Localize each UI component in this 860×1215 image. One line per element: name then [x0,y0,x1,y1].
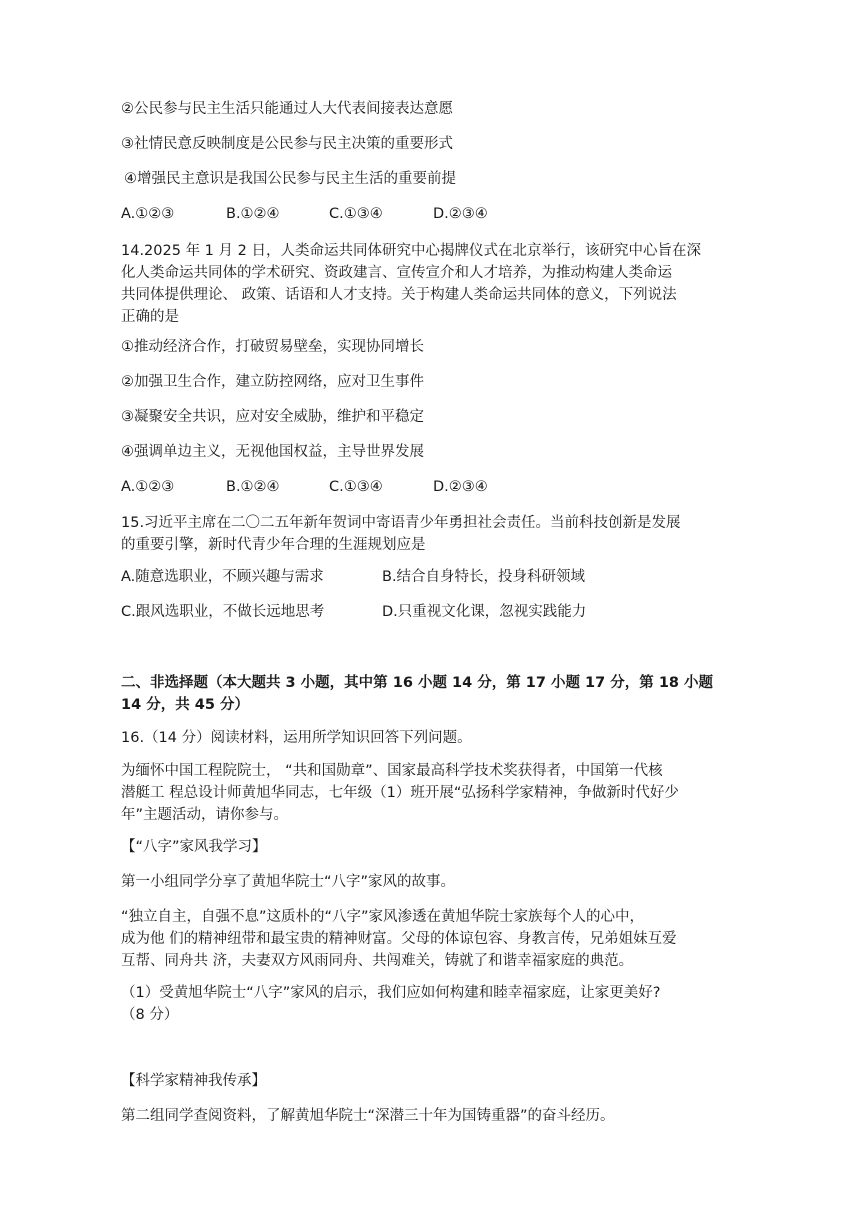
section-2-heading-line-1: 二、非选择题（本大题共 3 小题，其中第 16 小题 14 分，第 17 小题 17 分，第 18 小题 [121,675,714,691]
q15-option-c: C.跟风选职业，不做长远地思考 [121,604,325,620]
q16-subsection-1-line-3: 互帮、同舟共 济，夫妻双方风雨同舟、共闯难关，铸就了和谐幸福家庭的典范。 [121,953,634,969]
q13-statement-4: ④增强民主意识是我国公民参与民主生活的重要前提 [124,171,456,187]
q14-option-d: D.②③④ [433,479,488,495]
q16-subsection-2-title: 【科学家精神我传承】 [121,1073,266,1089]
q14-option-c: C.①③④ [329,479,383,495]
q15-option-b: B.结合自身特长，投身科研领域 [382,569,586,585]
q16-subsection-1-title: 【“八字”家风我学习】 [121,839,267,855]
q16-subsection-1-line-1: “独立自主，自强不息”这质朴的“八字”家风渗透在黄旭华院士家族每个人的心中， [121,909,645,925]
q16-subsection-1-line-2: 成为他 们的精神纽带和最宝贵的精神财富。父母的体谅包容、身教言传，兄弟姐妹互爱 [121,931,677,947]
q16-subsection-1-intro: 第一小组同学分享了黄旭华院士“八字”家风的故事。 [121,874,456,890]
q14-statement-2: ②加强卫生合作，建立防控网络，应对卫生事件 [121,374,424,390]
q16-question-1-line-2: （8 分） [121,1007,179,1023]
q15-stem-line-1: 15.习近平主席在二〇二五年新年贺词中寄语青少年勇担社会责任。当前科技创新是发展 [121,515,681,531]
q13-statement-3: ③社情民意反映制度是公民参与民主决策的重要形式 [121,136,453,152]
q14-stem-line-2: 化人类命运共同体的学术研究、资政建言、宣传宣介和人才培养，为推动构建人类命运 [121,265,672,281]
q13-option-d: D.②③④ [433,206,488,222]
q13-option-a: A.①②③ [121,206,175,222]
q14-statement-3: ③凝聚安全共识，应对安全威胁，维护和平稳定 [121,409,424,425]
q14-option-b: B.①②④ [226,479,280,495]
q13-option-b: B.①②④ [226,206,280,222]
q16-question-1-line-1: （1）受黄旭华院士“八字”家风的启示，我们应如何构建和睦幸福家庭，让家更美好? [121,985,661,1001]
q14-statement-4: ④强调单边主义，无视他国权益，主导世界发展 [121,444,424,460]
q15-option-d: D.只重视文化课，忽视实践能力 [382,604,587,620]
q15-option-a: A.随意选职业，不顾兴趣与需求 [121,569,324,585]
q14-stem-line-4: 正确的是 [121,309,179,325]
q15-stem-line-2: 的重要引擎，新时代青少年合理的生涯规划应是 [121,537,426,553]
section-2-heading-line-2: 14 分，共 45 分） [121,697,250,713]
q16-material-line-1: 为缅怀中国工程院院士， “共和国勋章”、国家最高科学技术奖获得者，中国第一代核 [121,763,663,779]
q16-intro: 16.（14 分）阅读材料，运用所学知识回答下列问题。 [121,730,472,746]
q16-material-line-3: 年”主题活动，请你参与。 [121,807,289,823]
q13-option-c: C.①③④ [329,206,383,222]
q16-material-line-2: 潜艇工 程总设计师黄旭华同志，七年级（1）班开展“弘扬科学家精神，争做新时代好少 [121,785,679,801]
q14-stem-line-3: 共同体提供理论、 政策、话语和人才支持。关于构建人类命运共同体的意义，下列说法 [121,287,677,303]
q14-option-a: A.①②③ [121,479,175,495]
q14-stem-line-1: 14.2025 年 1 月 2 日，人类命运共同体研究中心揭牌仪式在北京举行，该研究中心旨在深 [121,243,701,259]
q13-statement-2: ②公民参与民主生活只能通过人大代表间接表达意愿 [121,101,453,117]
q16-subsection-2-intro: 第二组同学查阅资料，了解黄旭华院士“深潜三十年为国铸重器”的奋斗经历。 [121,1108,615,1124]
q14-statement-1: ①推动经济合作，打破贸易壁垒，实现协同增长 [121,339,424,355]
